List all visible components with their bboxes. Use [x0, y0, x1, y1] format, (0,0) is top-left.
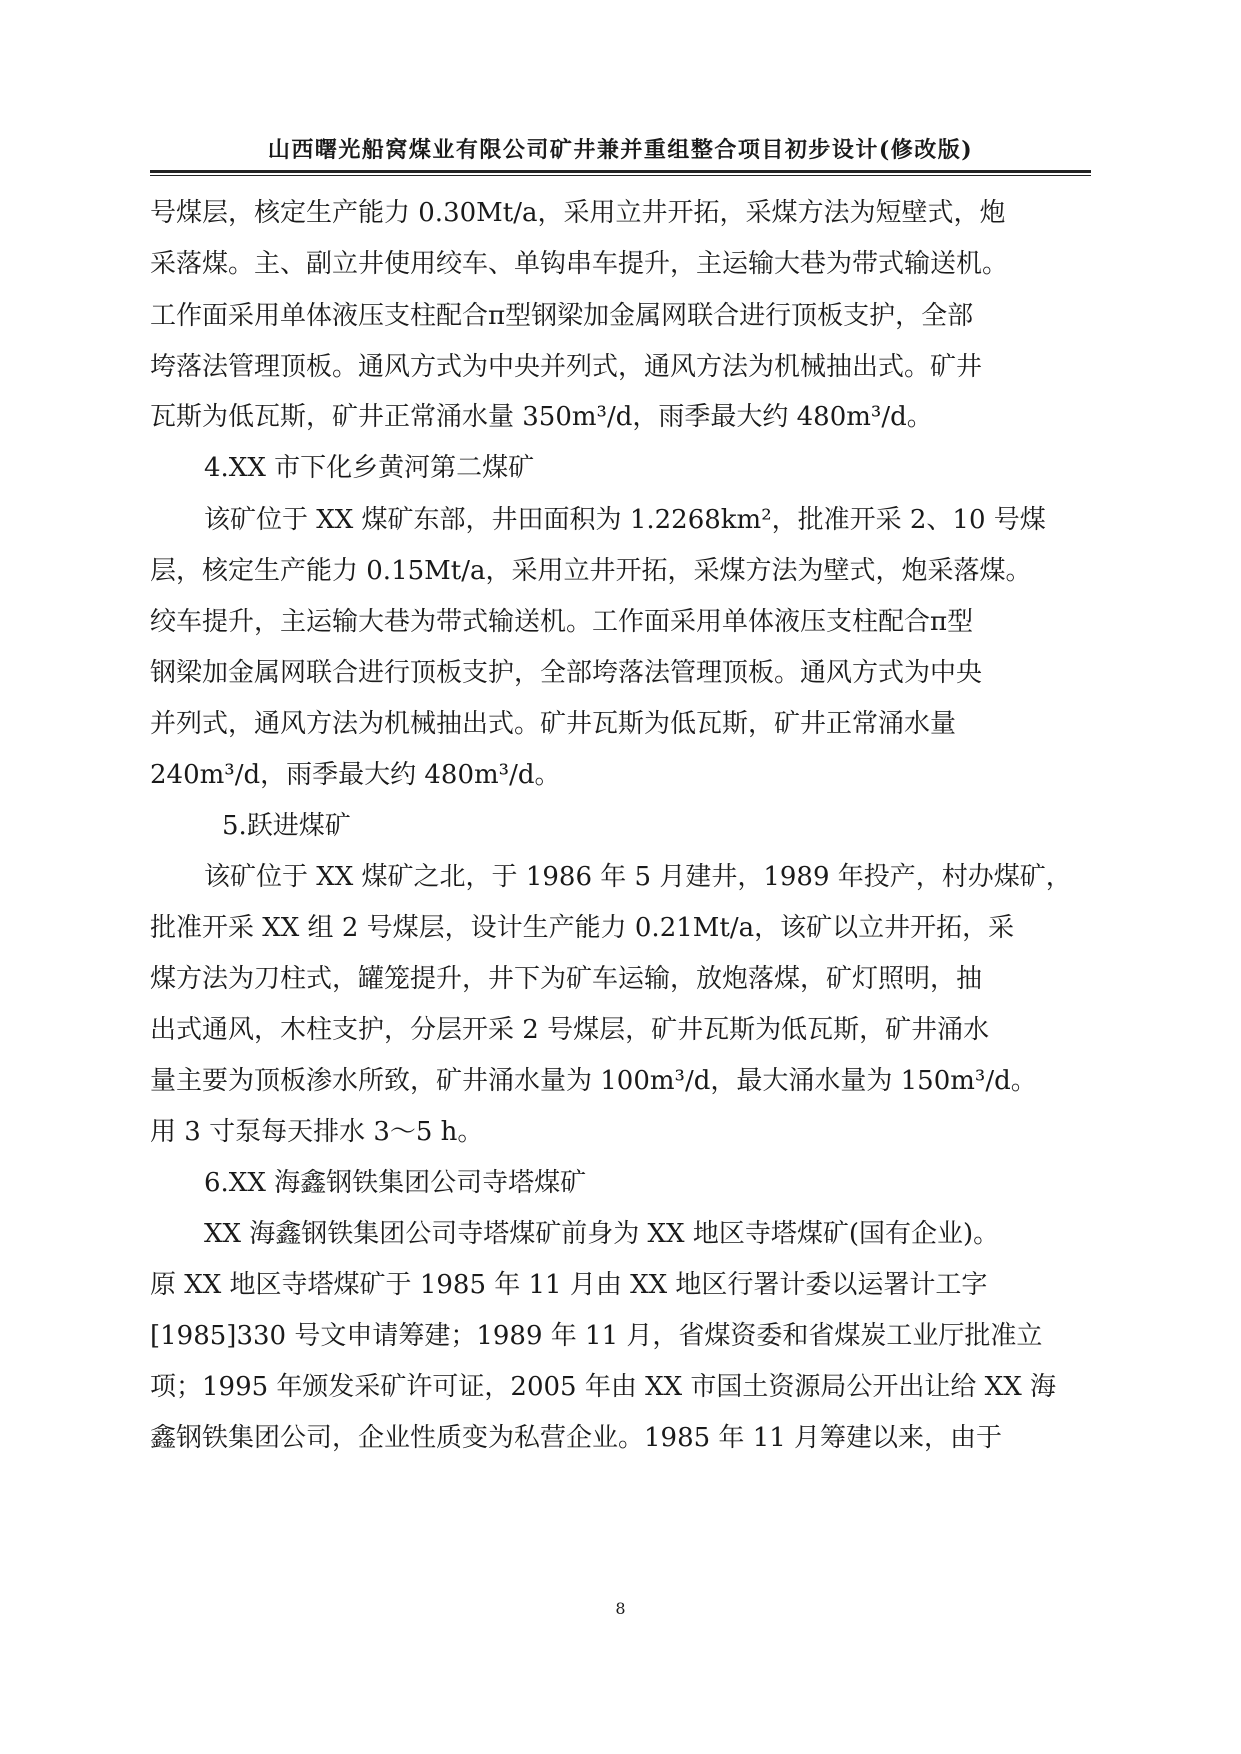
- header-rule-thin: [150, 175, 1091, 176]
- running-header-title: 山西曙光船窝煤业有限公司矿井兼并重组整合项目初步设计(修改版): [267, 137, 974, 163]
- body-line: 用 3 寸泵每天排水 3～5 h。: [150, 1117, 484, 1147]
- body-line: 批准开采 XX 组 2 号煤层，设计生产能力 0.21Mt/a，该矿以立井开拓，采: [150, 913, 1015, 943]
- body-line: 号煤层，核定生产能力 0.30Mt/a，采用立井开拓，采煤方法为短壁式，炮: [150, 198, 1006, 228]
- section-heading: 6.XX 海鑫钢铁集团公司寺塔煤矿: [204, 1168, 587, 1198]
- body-line: 并列式，通风方法为机械抽出式。矿井瓦斯为低瓦斯，矿井正常涌水量: [150, 709, 957, 739]
- body-line: 项；1995 年颁发采矿许可证，2005 年由 XX 市国土资源局公开出让给 XX 海: [150, 1372, 1056, 1402]
- body-line: XX 海鑫钢铁集团公司寺塔煤矿前身为 XX 地区寺塔煤矿(国有企业)。: [204, 1219, 1000, 1249]
- section-heading: 4.XX 市下化乡黄河第二煤矿: [204, 453, 535, 483]
- section-heading: 5.跃进煤矿: [222, 811, 351, 841]
- page-number: 8: [615, 1599, 626, 1618]
- body-line: 原 XX 地区寺塔煤矿于 1985 年 11 月由 XX 地区行署计委以运署计工字: [150, 1270, 988, 1300]
- body-line: 采落煤。主、副立井使用绞车、单钩串车提升，主运输大巷为带式输送机。: [150, 249, 1009, 279]
- body-line: 鑫钢铁集团公司，企业性质变为私营企业。1985 年 11 月筹建以来，由于: [150, 1423, 1003, 1453]
- body-line: 垮落法管理顶板。通风方式为中央并列式，通风方法为机械抽出式。矿井: [150, 352, 983, 382]
- body-line: 瓦斯为低瓦斯，矿井正常涌水量 350m³/d，雨季最大约 480m³/d。: [150, 402, 933, 432]
- body-line: 钢梁加金属网联合进行顶板支护，全部垮落法管理顶板。通风方式为中央: [150, 658, 983, 688]
- body-line: 该矿位于 XX 煤矿之北，于 1986 年 5 月建井，1989 年投产，村办煤矿，: [204, 862, 1072, 892]
- header-rule-thick: [150, 170, 1091, 173]
- body-line: 240m³/d，雨季最大约 480m³/d。: [150, 760, 561, 790]
- body-line: 量主要为顶板渗水所致，矿井涌水量为 100m³/d，最大涌水量为 150m³/d。: [150, 1066, 1037, 1096]
- body-line: [1985]330 号文申请筹建；1989 年 11 月，省煤资委和省煤炭工业厅批准立: [150, 1321, 1043, 1351]
- body-line: 该矿位于 XX 煤矿东部，井田面积为 1.2268km²，批准开采 2、10 号煤: [204, 505, 1046, 535]
- body-line: 绞车提升，主运输大巷为带式输送机。工作面采用单体液压支柱配合π型: [150, 607, 974, 637]
- body-line: 工作面采用单体液压支柱配合π型钢梁加金属网联合进行顶板支护，全部: [150, 301, 974, 331]
- body-line: 煤方法为刀柱式，罐笼提升，井下为矿车运输，放炮落煤，矿灯照明，抽: [150, 964, 983, 994]
- body-line: 出式通风，木柱支护，分层开采 2 号煤层，矿井瓦斯为低瓦斯，矿井涌水: [150, 1015, 990, 1045]
- body-line: 层，核定生产能力 0.15Mt/a，采用立井开拓，采煤方法为壁式，炮采落煤。: [150, 556, 1032, 586]
